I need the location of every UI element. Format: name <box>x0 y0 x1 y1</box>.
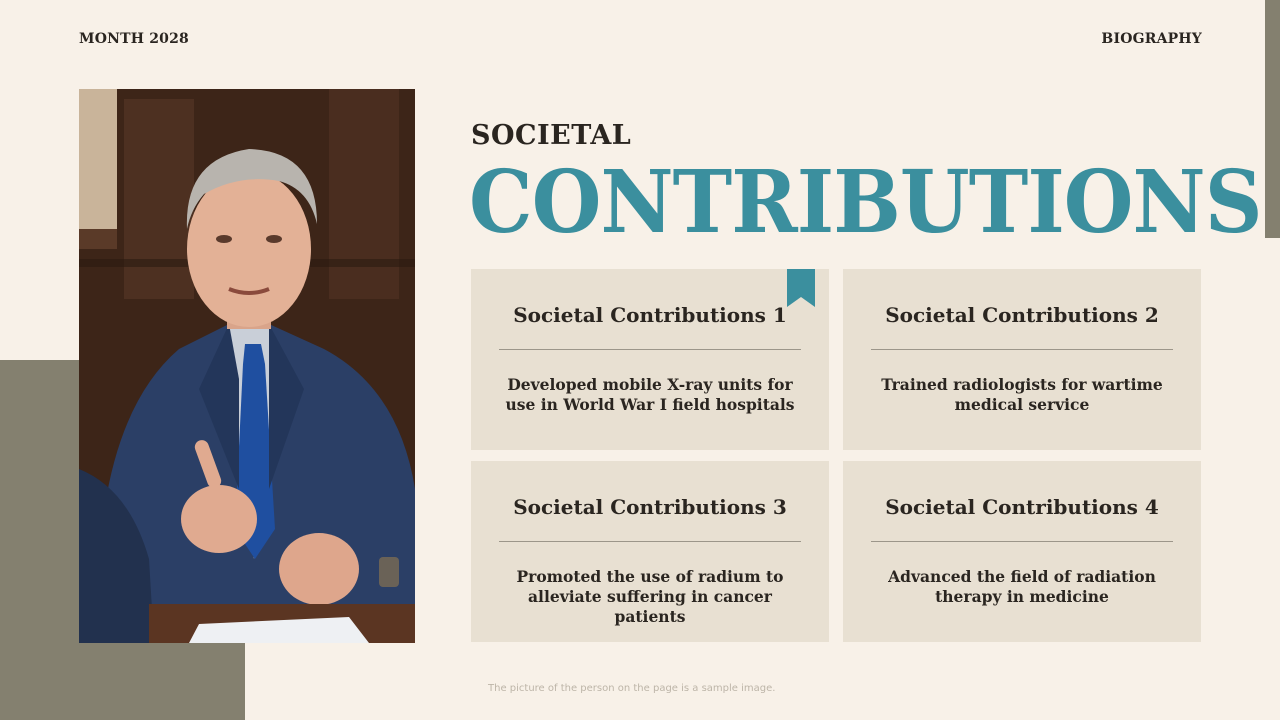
card-title: Societal Contributions 1 <box>513 303 787 327</box>
contribution-card-4 <box>843 461 1201 642</box>
contribution-card-2 <box>843 269 1201 450</box>
contribution-card-3 <box>471 461 829 642</box>
card-body: Promoted the use of radium to alleviate suffering in cancer patients <box>516 567 784 626</box>
card-divider <box>499 349 801 350</box>
decorative-bar-right <box>1265 0 1280 238</box>
card-title: Societal Contributions 4 <box>885 495 1159 519</box>
card-body: Trained radiologists for wartime medical service <box>881 375 1163 414</box>
card-divider <box>871 541 1173 542</box>
page-title: CONTRIBUTIONS <box>469 152 1262 253</box>
person-illustration-icon <box>79 89 415 643</box>
bookmark-icon <box>787 269 815 307</box>
person-photo <box>79 89 415 643</box>
card-body: Advanced the field of radiation therapy in medicine <box>888 567 1156 606</box>
footer-note: The picture of the person on the page is a sample image. <box>488 683 776 694</box>
card-divider <box>871 349 1173 350</box>
card-title: Societal Contributions 2 <box>885 303 1159 327</box>
card-title: Societal Contributions 3 <box>513 495 787 519</box>
header-date: MONTH 2028 <box>79 31 189 47</box>
page-subtitle: SOCIETAL <box>471 120 632 151</box>
header-section: BIOGRAPHY <box>1101 31 1202 47</box>
card-divider <box>499 541 801 542</box>
contribution-card-1 <box>471 269 829 450</box>
card-body: Developed mobile X-ray units for use in World War I field hospitals <box>505 375 795 414</box>
